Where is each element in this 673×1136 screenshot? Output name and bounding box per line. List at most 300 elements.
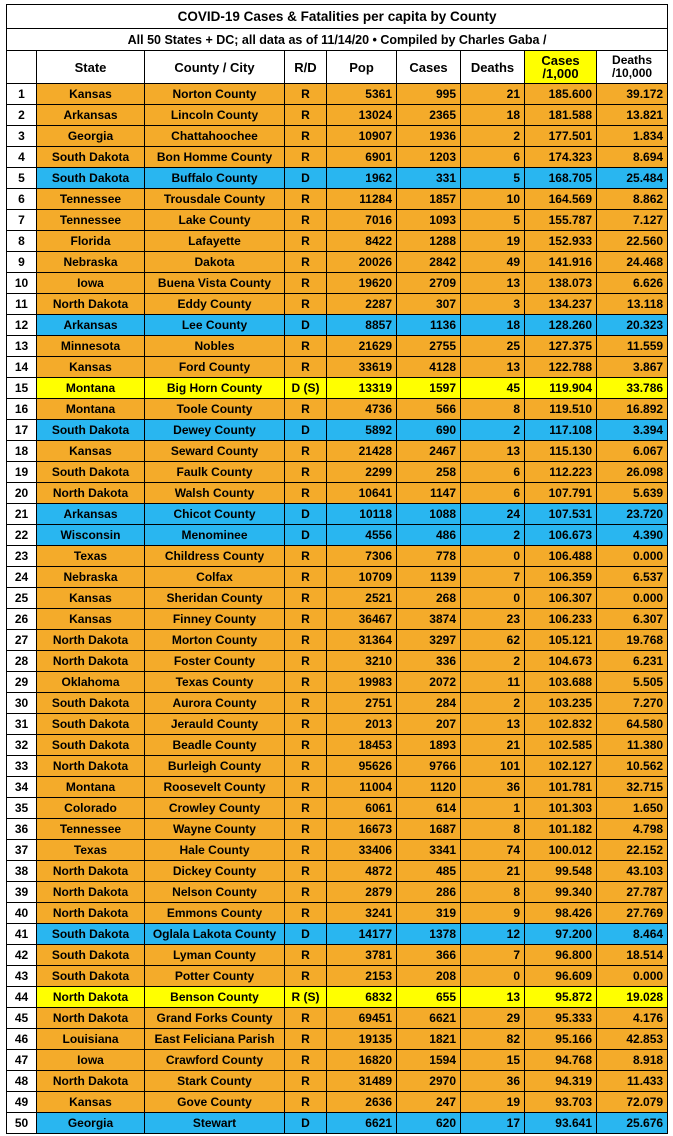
header-row [7, 51, 668, 84]
cell-cases-per-1000: 103.235 [525, 693, 597, 714]
cell-rank: 20 [7, 483, 37, 504]
cell-deaths-per-10000: 39.172 [597, 84, 668, 105]
cell-deaths: 8 [461, 882, 525, 903]
cell-cases-per-1000: 105.121 [525, 630, 597, 651]
cell-cases-per-1000: 168.705 [525, 168, 597, 189]
cell-cases: 1857 [397, 189, 461, 210]
cell-cases: 307 [397, 294, 461, 315]
cell-cases: 2842 [397, 252, 461, 273]
cell-rd: R [285, 1050, 327, 1071]
cell-state: South Dakota [37, 147, 145, 168]
cell-rank: 16 [7, 399, 37, 420]
cell-cases-per-1000: 112.223 [525, 462, 597, 483]
cell-cases-per-1000: 106.488 [525, 546, 597, 567]
cell-pop: 10118 [327, 504, 397, 525]
cell-state: Oklahoma [37, 672, 145, 693]
cell-deaths: 62 [461, 630, 525, 651]
covid-county-table [6, 4, 668, 1134]
cell-rank: 7 [7, 210, 37, 231]
column-header-deaths: Deaths [461, 51, 525, 84]
cell-county: Lincoln County [145, 105, 285, 126]
cell-cases: 2755 [397, 336, 461, 357]
cell-rank: 8 [7, 231, 37, 252]
cell-cases: 247 [397, 1092, 461, 1113]
cell-cases-per-1000: 117.108 [525, 420, 597, 441]
table-row [7, 294, 668, 315]
cell-deaths-per-10000: 43.103 [597, 861, 668, 882]
cell-rank: 46 [7, 1029, 37, 1050]
cell-deaths-per-10000: 20.323 [597, 315, 668, 336]
cell-cases-per-1000: 164.569 [525, 189, 597, 210]
cell-county: Finney County [145, 609, 285, 630]
cell-rd: R [285, 1029, 327, 1050]
cell-cases-per-1000: 141.916 [525, 252, 597, 273]
cases-per-1000-line2: /1,000 [542, 66, 579, 81]
cell-deaths-per-10000: 1.834 [597, 126, 668, 147]
table-row [7, 1029, 668, 1050]
table-row [7, 588, 668, 609]
cell-pop: 2751 [327, 693, 397, 714]
cell-county: Stewart [145, 1113, 285, 1134]
cell-pop: 31489 [327, 1071, 397, 1092]
cell-rd: R [285, 294, 327, 315]
cell-state: South Dakota [37, 420, 145, 441]
cell-pop: 5361 [327, 84, 397, 105]
cell-pop: 4556 [327, 525, 397, 546]
cell-deaths: 6 [461, 462, 525, 483]
cell-cases-per-1000: 94.319 [525, 1071, 597, 1092]
cell-rd: R [285, 945, 327, 966]
cell-deaths: 13 [461, 357, 525, 378]
cell-cases: 284 [397, 693, 461, 714]
cell-county: Chattahoochee [145, 126, 285, 147]
cell-rd: R [285, 357, 327, 378]
cell-rd: R [285, 1092, 327, 1113]
cell-rank: 4 [7, 147, 37, 168]
cell-rd: R [285, 399, 327, 420]
cell-state: South Dakota [37, 168, 145, 189]
cell-deaths: 13 [461, 987, 525, 1008]
cell-deaths-per-10000: 6.537 [597, 567, 668, 588]
cell-deaths: 45 [461, 378, 525, 399]
table-row [7, 777, 668, 798]
cell-deaths: 49 [461, 252, 525, 273]
table-row [7, 252, 668, 273]
cell-state: North Dakota [37, 483, 145, 504]
cell-deaths-per-10000: 7.270 [597, 693, 668, 714]
table-row [7, 798, 668, 819]
table-row [7, 315, 668, 336]
cell-rd: R [285, 567, 327, 588]
cell-rd: R [285, 462, 327, 483]
cell-state: Nebraska [37, 567, 145, 588]
cell-deaths-per-10000: 3.394 [597, 420, 668, 441]
cell-deaths: 21 [461, 861, 525, 882]
cell-deaths-per-10000: 22.152 [597, 840, 668, 861]
cell-pop: 2636 [327, 1092, 397, 1113]
cell-rank: 27 [7, 630, 37, 651]
cell-deaths: 2 [461, 693, 525, 714]
cell-pop: 18453 [327, 735, 397, 756]
cell-state: North Dakota [37, 651, 145, 672]
cell-deaths: 0 [461, 588, 525, 609]
cell-pop: 3781 [327, 945, 397, 966]
cell-pop: 33619 [327, 357, 397, 378]
cell-cases: 1687 [397, 819, 461, 840]
cell-cases: 3874 [397, 609, 461, 630]
cell-cases: 778 [397, 546, 461, 567]
table-row [7, 756, 668, 777]
cell-cases: 258 [397, 462, 461, 483]
cell-cases: 1147 [397, 483, 461, 504]
cell-rd: R [285, 336, 327, 357]
cell-state: Kansas [37, 609, 145, 630]
cell-cases-per-1000: 98.426 [525, 903, 597, 924]
cell-cases-per-1000: 134.237 [525, 294, 597, 315]
table-row [7, 210, 668, 231]
cell-state: Kansas [37, 588, 145, 609]
cell-county: Wayne County [145, 819, 285, 840]
cell-rank: 39 [7, 882, 37, 903]
cell-county: Seward County [145, 441, 285, 462]
cell-pop: 33406 [327, 840, 397, 861]
cell-cases-per-1000: 107.531 [525, 504, 597, 525]
cell-county: Big Horn County [145, 378, 285, 399]
cell-deaths: 18 [461, 105, 525, 126]
cell-deaths: 13 [461, 273, 525, 294]
cell-county: Grand Forks County [145, 1008, 285, 1029]
cell-rd: R (S) [285, 987, 327, 1008]
cell-cases: 1203 [397, 147, 461, 168]
cell-rank: 13 [7, 336, 37, 357]
cell-rank: 34 [7, 777, 37, 798]
cell-deaths-per-10000: 4.798 [597, 819, 668, 840]
cell-rd: D [285, 525, 327, 546]
cell-rank: 40 [7, 903, 37, 924]
cell-deaths-per-10000: 6.307 [597, 609, 668, 630]
table-row [7, 84, 668, 105]
cell-cases-per-1000: 122.788 [525, 357, 597, 378]
cell-state: South Dakota [37, 693, 145, 714]
cell-cases: 485 [397, 861, 461, 882]
cell-pop: 16673 [327, 819, 397, 840]
cell-county: Lafayette [145, 231, 285, 252]
cell-pop: 20026 [327, 252, 397, 273]
cell-deaths: 101 [461, 756, 525, 777]
cell-cases-per-1000: 155.787 [525, 210, 597, 231]
cell-cases-per-1000: 181.588 [525, 105, 597, 126]
cell-deaths-per-10000: 72.079 [597, 1092, 668, 1113]
table-row [7, 357, 668, 378]
cell-cases: 336 [397, 651, 461, 672]
cell-county: Nobles [145, 336, 285, 357]
table-row [7, 420, 668, 441]
cell-rd: R [285, 252, 327, 273]
cell-deaths: 17 [461, 1113, 525, 1134]
cell-state: North Dakota [37, 1008, 145, 1029]
table-row [7, 168, 668, 189]
cell-deaths: 74 [461, 840, 525, 861]
cell-deaths: 12 [461, 924, 525, 945]
cell-rd: R [285, 735, 327, 756]
cell-rank: 26 [7, 609, 37, 630]
table-row [7, 525, 668, 546]
cell-county: Foster County [145, 651, 285, 672]
cell-rank: 38 [7, 861, 37, 882]
cell-pop: 4872 [327, 861, 397, 882]
cell-deaths-per-10000: 6.231 [597, 651, 668, 672]
cell-rank: 9 [7, 252, 37, 273]
cell-cases: 1597 [397, 378, 461, 399]
cell-pop: 31364 [327, 630, 397, 651]
cell-cases-per-1000: 119.904 [525, 378, 597, 399]
cell-deaths-per-10000: 6.067 [597, 441, 668, 462]
cell-state: Iowa [37, 273, 145, 294]
column-header-cases-per-1000 [525, 51, 597, 84]
cell-county: East Feliciana Parish [145, 1029, 285, 1050]
cell-cases: 2970 [397, 1071, 461, 1092]
cell-rd: R [285, 231, 327, 252]
column-header-deaths-per-10000 [597, 51, 668, 84]
cell-county: Buena Vista County [145, 273, 285, 294]
cell-deaths: 36 [461, 777, 525, 798]
table-row [7, 1092, 668, 1113]
cell-cases: 366 [397, 945, 461, 966]
deaths-per-10000-line2: /10,000 [612, 66, 653, 80]
cell-cases: 2709 [397, 273, 461, 294]
cell-rd: R [285, 1071, 327, 1092]
page-title: COVID-19 Cases & Fatalities per capita by County [7, 5, 668, 29]
cell-state: Montana [37, 378, 145, 399]
table-row [7, 966, 668, 987]
table-row [7, 945, 668, 966]
cell-deaths: 7 [461, 567, 525, 588]
cell-county: Oglala Lakota County [145, 924, 285, 945]
cell-cases-per-1000: 128.260 [525, 315, 597, 336]
cell-county: Burleigh County [145, 756, 285, 777]
cell-cases-per-1000: 93.703 [525, 1092, 597, 1113]
cell-county: Toole County [145, 399, 285, 420]
cell-state: Minnesota [37, 336, 145, 357]
cell-rank: 1 [7, 84, 37, 105]
cell-deaths: 18 [461, 315, 525, 336]
cell-county: Jerauld County [145, 714, 285, 735]
cell-rank: 30 [7, 693, 37, 714]
cell-pop: 5892 [327, 420, 397, 441]
cell-cases: 3297 [397, 630, 461, 651]
cell-deaths: 23 [461, 609, 525, 630]
cell-rank: 12 [7, 315, 37, 336]
table-row [7, 1071, 668, 1092]
cell-county: Dewey County [145, 420, 285, 441]
cell-deaths-per-10000: 19.028 [597, 987, 668, 1008]
table-row [7, 483, 668, 504]
cell-rd: R [285, 588, 327, 609]
cell-rd: D [285, 168, 327, 189]
cell-rd: R [285, 840, 327, 861]
cell-county: Dickey County [145, 861, 285, 882]
cell-deaths-per-10000: 19.768 [597, 630, 668, 651]
cell-rd: R [285, 210, 327, 231]
cell-deaths-per-10000: 26.098 [597, 462, 668, 483]
cell-deaths-per-10000: 27.787 [597, 882, 668, 903]
cell-rank: 2 [7, 105, 37, 126]
cell-pop: 2013 [327, 714, 397, 735]
table-row [7, 1050, 668, 1071]
table-row [7, 882, 668, 903]
cell-county: Texas County [145, 672, 285, 693]
cell-cases: 566 [397, 399, 461, 420]
cell-deaths-per-10000: 8.464 [597, 924, 668, 945]
cell-deaths-per-10000: 11.559 [597, 336, 668, 357]
cell-deaths: 5 [461, 210, 525, 231]
cell-deaths: 3 [461, 294, 525, 315]
cell-rank: 37 [7, 840, 37, 861]
cell-cases-per-1000: 95.333 [525, 1008, 597, 1029]
cell-cases: 6621 [397, 1008, 461, 1029]
cell-cases-per-1000: 102.832 [525, 714, 597, 735]
cell-pop: 13319 [327, 378, 397, 399]
cell-deaths: 11 [461, 672, 525, 693]
cell-deaths-per-10000: 4.390 [597, 525, 668, 546]
cell-rank: 22 [7, 525, 37, 546]
cell-deaths: 13 [461, 714, 525, 735]
cell-deaths: 2 [461, 525, 525, 546]
cell-deaths: 24 [461, 504, 525, 525]
cell-county: Hale County [145, 840, 285, 861]
cell-cases-per-1000: 177.501 [525, 126, 597, 147]
cell-cases-per-1000: 93.641 [525, 1113, 597, 1134]
cell-county: Gove County [145, 1092, 285, 1113]
cell-cases-per-1000: 94.768 [525, 1050, 597, 1071]
cell-deaths: 8 [461, 399, 525, 420]
table-row [7, 504, 668, 525]
cell-deaths: 9 [461, 903, 525, 924]
cell-state: Kansas [37, 84, 145, 105]
cell-deaths: 25 [461, 336, 525, 357]
cell-deaths-per-10000: 16.892 [597, 399, 668, 420]
cell-pop: 21428 [327, 441, 397, 462]
cell-pop: 2879 [327, 882, 397, 903]
cell-pop: 3241 [327, 903, 397, 924]
cell-deaths-per-10000: 11.433 [597, 1071, 668, 1092]
cell-deaths-per-10000: 0.000 [597, 546, 668, 567]
cell-state: South Dakota [37, 966, 145, 987]
cell-deaths-per-10000: 0.000 [597, 588, 668, 609]
cell-rd: D [285, 924, 327, 945]
cell-cases: 1821 [397, 1029, 461, 1050]
cell-cases-per-1000: 106.233 [525, 609, 597, 630]
cell-rd: R [285, 882, 327, 903]
cell-cases: 207 [397, 714, 461, 735]
cell-pop: 10709 [327, 567, 397, 588]
cell-county: Colfax [145, 567, 285, 588]
cell-cases: 2072 [397, 672, 461, 693]
table-row [7, 378, 668, 399]
cell-deaths-per-10000: 13.821 [597, 105, 668, 126]
cell-cases-per-1000: 103.688 [525, 672, 597, 693]
column-header-state: State [37, 51, 145, 84]
table-row [7, 672, 668, 693]
cell-pop: 6621 [327, 1113, 397, 1134]
table-row [7, 105, 668, 126]
cell-state: Arkansas [37, 105, 145, 126]
table-row [7, 336, 668, 357]
cell-deaths: 82 [461, 1029, 525, 1050]
cell-cases: 9766 [397, 756, 461, 777]
cell-deaths-per-10000: 11.380 [597, 735, 668, 756]
cell-cases: 1893 [397, 735, 461, 756]
cell-rd: R [285, 441, 327, 462]
cell-deaths: 29 [461, 1008, 525, 1029]
column-header-pop: Pop [327, 51, 397, 84]
cell-cases: 1378 [397, 924, 461, 945]
cell-state: Arkansas [37, 504, 145, 525]
table-row [7, 987, 668, 1008]
cell-cases: 286 [397, 882, 461, 903]
cell-deaths-per-10000: 13.118 [597, 294, 668, 315]
cell-rd: R [285, 672, 327, 693]
cell-state: Arkansas [37, 315, 145, 336]
cell-state: North Dakota [37, 294, 145, 315]
cell-cases-per-1000: 119.510 [525, 399, 597, 420]
cell-rank: 5 [7, 168, 37, 189]
cell-rd: D [285, 1113, 327, 1134]
cell-rank: 6 [7, 189, 37, 210]
cell-state: Georgia [37, 126, 145, 147]
cell-pop: 95626 [327, 756, 397, 777]
cell-rd: R [285, 630, 327, 651]
cell-county: Benson County [145, 987, 285, 1008]
column-header-rank [7, 51, 37, 84]
cell-cases-per-1000: 104.673 [525, 651, 597, 672]
cell-rank: 36 [7, 819, 37, 840]
cell-cases-per-1000: 102.585 [525, 735, 597, 756]
table-row [7, 399, 668, 420]
cell-rank: 35 [7, 798, 37, 819]
cell-pop: 19983 [327, 672, 397, 693]
cell-rd: D [285, 420, 327, 441]
table-row [7, 693, 668, 714]
cell-pop: 19135 [327, 1029, 397, 1050]
cell-cases: 1139 [397, 567, 461, 588]
cell-cases-per-1000: 101.303 [525, 798, 597, 819]
column-header-county: County / City [145, 51, 285, 84]
cell-deaths-per-10000: 1.650 [597, 798, 668, 819]
cases-per-1000-line1: Cases [541, 53, 580, 68]
cell-cases-per-1000: 107.791 [525, 483, 597, 504]
cell-deaths-per-10000: 5.505 [597, 672, 668, 693]
cell-rd: R [285, 966, 327, 987]
table-row [7, 462, 668, 483]
cell-rd: R [285, 714, 327, 735]
cell-deaths: 19 [461, 231, 525, 252]
cell-deaths-per-10000: 0.000 [597, 966, 668, 987]
cell-deaths-per-10000: 8.694 [597, 147, 668, 168]
cell-cases-per-1000: 95.166 [525, 1029, 597, 1050]
cell-cases-per-1000: 95.872 [525, 987, 597, 1008]
cell-rd: R [285, 147, 327, 168]
cell-county: Roosevelt County [145, 777, 285, 798]
cell-pop: 19620 [327, 273, 397, 294]
cell-pop: 69451 [327, 1008, 397, 1029]
cell-rd: R [285, 861, 327, 882]
cell-cases: 1088 [397, 504, 461, 525]
cell-rank: 47 [7, 1050, 37, 1071]
cell-rd: R [285, 777, 327, 798]
cell-state: Tennessee [37, 189, 145, 210]
cell-rank: 24 [7, 567, 37, 588]
